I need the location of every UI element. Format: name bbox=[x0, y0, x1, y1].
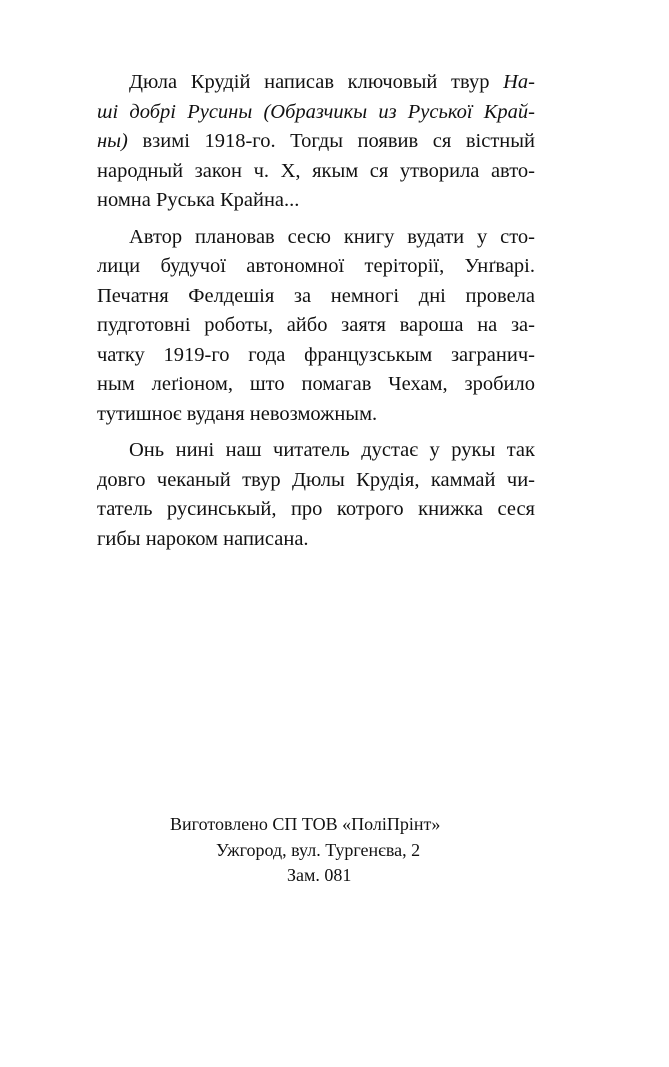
text-line bbox=[97, 311, 535, 341]
text-line bbox=[97, 495, 535, 525]
paragraph-gap bbox=[97, 429, 535, 436]
text-line bbox=[97, 186, 535, 216]
imprint-printer: Виготовлено СП ТОВ «ПоліПрінт» bbox=[170, 814, 441, 834]
italic-title-fragment: На- bbox=[503, 71, 535, 93]
text-line bbox=[97, 252, 535, 282]
text-line bbox=[97, 223, 535, 253]
text-fragment: лици будучої автономної теріторії, Унґварі. bbox=[97, 255, 535, 277]
text-line bbox=[97, 282, 535, 312]
text-fragment: народный закон ч. X, якым ся утворила авто- bbox=[97, 159, 535, 182]
text-line bbox=[97, 341, 535, 371]
text-line bbox=[97, 436, 535, 466]
text-fragment: пудготовні роботы, айбо заятя вароша на за- bbox=[97, 314, 535, 336]
text-fragment: довго чеканый твур Дюлы Крудія, каммай чи- bbox=[97, 468, 535, 491]
text-line bbox=[97, 525, 535, 555]
text-fragment: Печатня Фелдешія за немногі дні провела bbox=[97, 284, 535, 307]
text-line bbox=[97, 157, 535, 187]
imprint-order-number: Зам. 081 bbox=[287, 865, 352, 885]
text-fragment: тутишноє вуданя невозможным. bbox=[97, 402, 378, 425]
text-fragment: чатку 1919-го года французськым загранич- bbox=[97, 343, 535, 366]
text-fragment: ным леґіоном, што помагав Чехам, зробило bbox=[97, 373, 535, 395]
text-fragment: Автор плановав сесю книгу вудати у сто- bbox=[129, 225, 535, 248]
text-fragment: номна Руська Крайна... bbox=[97, 189, 300, 211]
text-fragment: гибы нароком написана. bbox=[97, 527, 309, 550]
text-line bbox=[97, 466, 535, 496]
text-line bbox=[97, 370, 535, 400]
text-fragment: Дюла Крудій написав ключовый твур bbox=[129, 71, 504, 93]
imprint-address: Ужгород, вул. Тургенєва, 2 bbox=[216, 840, 421, 860]
text-line bbox=[97, 68, 535, 98]
italic-title-fragment: ші добрі Русины (Образчикы из Руської Край- bbox=[97, 100, 535, 123]
text-fragment: Онь нині наш читатель дустає у рукы так bbox=[129, 439, 535, 461]
text-fragment: татель русинськый, про котрого книжка сеся bbox=[97, 498, 535, 520]
italic-title-fragment: ны) bbox=[97, 130, 128, 152]
text-line bbox=[97, 400, 535, 430]
text-fragment: взимі 1918-го. Тогды появив ся вістный bbox=[127, 130, 535, 152]
body-text bbox=[97, 68, 535, 554]
text-line bbox=[97, 127, 535, 157]
paragraph-gap bbox=[97, 216, 535, 223]
text-line bbox=[97, 98, 535, 128]
